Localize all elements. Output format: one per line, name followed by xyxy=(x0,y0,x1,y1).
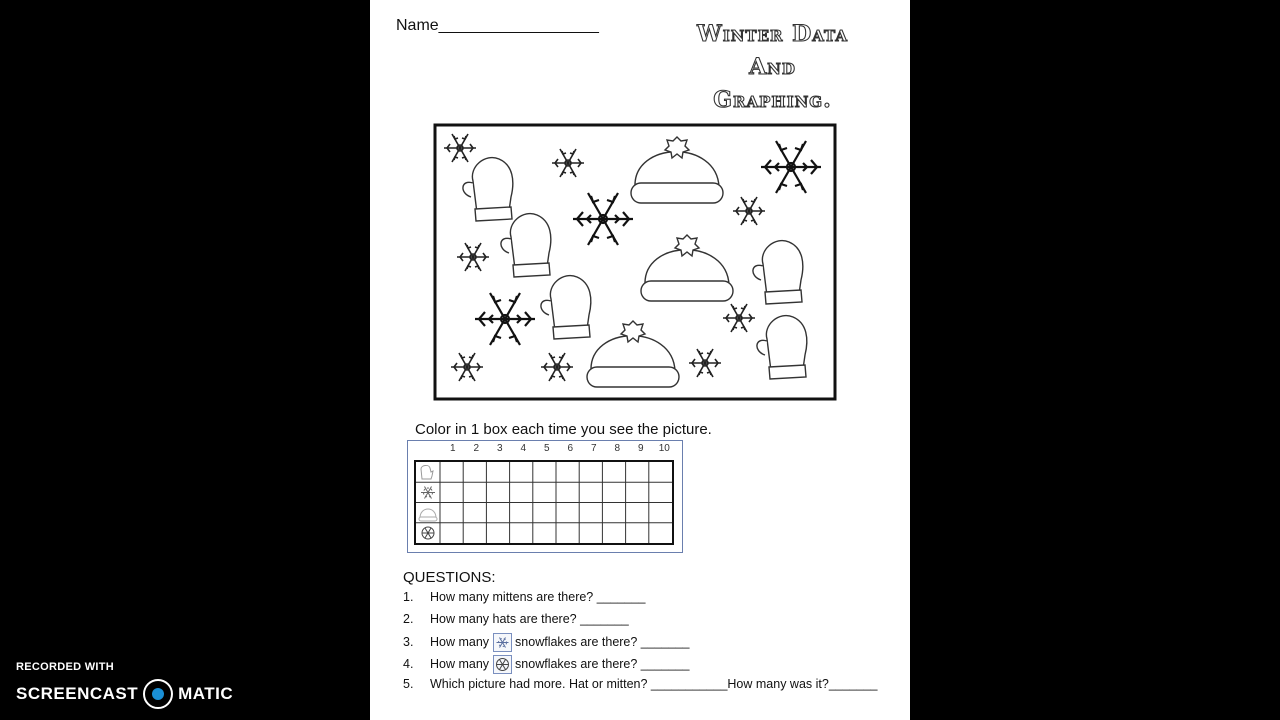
question-4 xyxy=(403,655,689,674)
question-text: How many hats are there? _______ xyxy=(430,612,629,626)
question-number: 3. xyxy=(403,635,414,649)
recorded-with-label: RECORDED WITH xyxy=(16,661,115,673)
question-1 xyxy=(403,590,645,604)
snowflake-icon xyxy=(421,487,435,499)
question-5 xyxy=(403,677,877,691)
hat-icon xyxy=(419,509,437,521)
snowflake-icon xyxy=(493,633,512,652)
instruction-text: Color in 1 box each time you see the picture. xyxy=(415,421,712,438)
question-text: How many mittens are there? _______ xyxy=(430,590,646,604)
tally-grid-lines xyxy=(416,462,672,543)
title-line-2: And xyxy=(749,54,796,80)
tally-chart xyxy=(407,440,683,553)
question-text-pre: How many xyxy=(430,657,490,671)
worksheet-page xyxy=(370,0,910,720)
column-number: 8 xyxy=(614,443,621,454)
column-number: 3 xyxy=(496,443,503,454)
question-text: Which picture had more. Hat or mitten? ___________How many was it?_______ xyxy=(430,677,878,691)
question-number: 5. xyxy=(403,677,414,691)
question-text-post: snowflakes are there? _______ xyxy=(515,635,690,649)
worksheet-title xyxy=(670,18,875,117)
tally-grid xyxy=(414,460,674,545)
question-number: 2. xyxy=(403,612,414,626)
column-number: 2 xyxy=(473,443,480,454)
question-text-pre: How many xyxy=(430,635,490,649)
brand-right-text: MATIC xyxy=(178,684,234,703)
column-number: 10 xyxy=(658,443,670,454)
mitten-icon xyxy=(421,465,433,479)
question-number: 4. xyxy=(403,657,414,671)
column-number: 1 xyxy=(449,443,456,454)
question-text-post: snowflakes are there? _______ xyxy=(515,657,690,671)
question-2 xyxy=(403,612,629,626)
screencast-watermark xyxy=(16,661,233,709)
column-number: 4 xyxy=(520,443,527,454)
questions-heading: QUESTIONS: xyxy=(403,569,496,586)
column-number: 9 xyxy=(637,443,644,454)
screencast-logo xyxy=(16,679,233,709)
winter-picture xyxy=(433,123,837,401)
column-number: 5 xyxy=(543,443,550,454)
brand-left-text: SCREENCAST xyxy=(16,684,139,703)
title-line-3: Graphing. xyxy=(713,87,832,113)
tally-column-numbers xyxy=(441,443,676,457)
snowflake-icon xyxy=(422,527,434,539)
column-number: 7 xyxy=(590,443,597,454)
snowflake-icon xyxy=(493,655,512,674)
question-number: 1. xyxy=(403,590,414,604)
record-dot-icon xyxy=(143,679,173,709)
title-line-1: Winter Data xyxy=(696,21,849,47)
column-number: 6 xyxy=(567,443,574,454)
name-field-label: Name__________________ xyxy=(396,17,599,34)
question-3 xyxy=(403,633,689,652)
